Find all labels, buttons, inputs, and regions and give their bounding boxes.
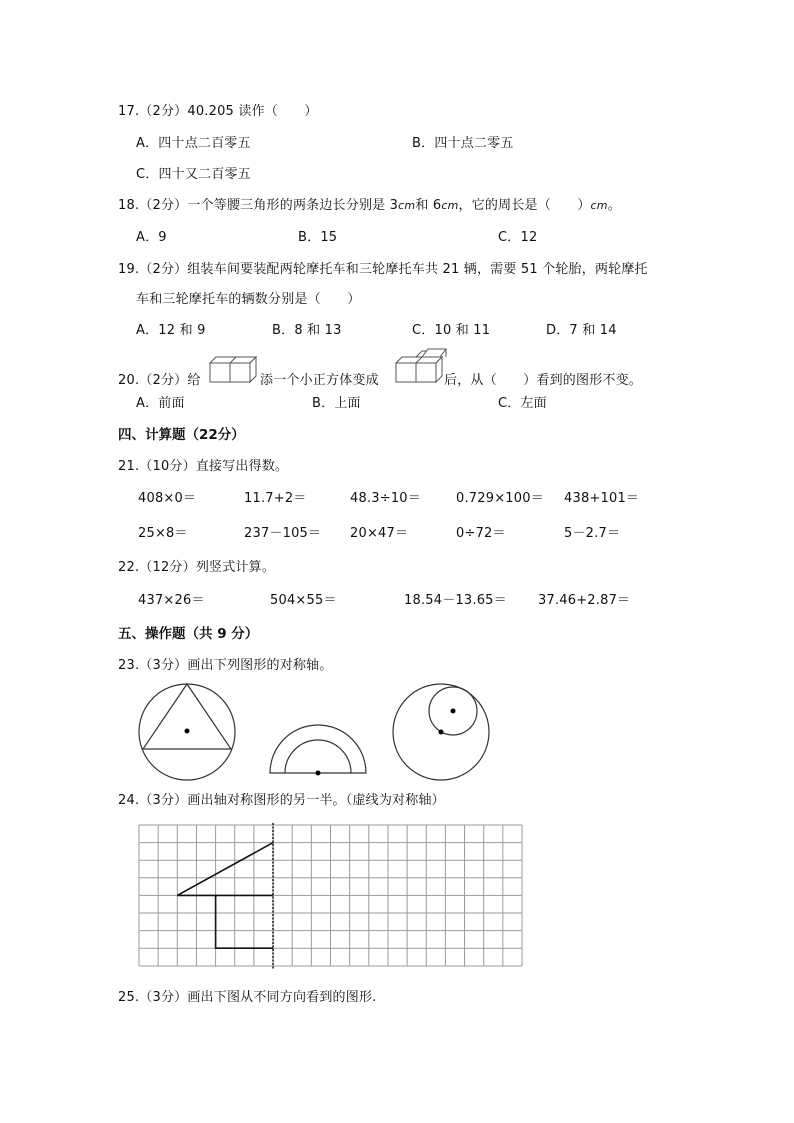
q19-stem-line2: 车和三轮摩托车的辆数分别是（ ） bbox=[136, 292, 361, 307]
q17-stem: 17.（2分）40.205 读作（ ） bbox=[118, 104, 318, 119]
q18-stem-c: ，它的周长是（ ） bbox=[458, 198, 591, 213]
q18-unit-3: cm bbox=[590, 199, 608, 212]
q22-item-2: 504×55＝ bbox=[270, 593, 337, 608]
q21-item-6: 25×8＝ bbox=[138, 526, 188, 541]
q22-stem: 22.（12分）列竖式计算。 bbox=[118, 560, 276, 575]
q21-item-8: 20×47＝ bbox=[350, 526, 409, 541]
q21-stem: 21.（10分）直接写出得数。 bbox=[118, 459, 289, 474]
q18-unit-2: cm bbox=[441, 199, 459, 212]
q20-stem-c: 后，从（ ）看到的图形不变。 bbox=[444, 373, 643, 388]
q23-stem: 23.（3分）画出下列图形的对称轴。 bbox=[118, 658, 333, 673]
q22-item-1: 437×26＝ bbox=[138, 593, 205, 608]
q18-option-b[interactable]: B．15 bbox=[298, 230, 338, 245]
q21-item-3: 48.3÷10＝ bbox=[350, 491, 421, 506]
q20-option-c[interactable]: C．左面 bbox=[498, 396, 547, 411]
q21-item-4: 0.729×100＝ bbox=[456, 491, 544, 506]
q21-item-7: 237－105＝ bbox=[244, 526, 322, 541]
q17-option-b[interactable]: B．四十点二零五 bbox=[412, 136, 514, 151]
q18-stem-d: 。 bbox=[607, 198, 621, 213]
q18-stem-b: 和 6 bbox=[415, 198, 442, 213]
half-figure bbox=[177, 843, 273, 949]
q20-stem-a: 20.（2分）给 bbox=[118, 373, 201, 388]
q24-stem: 24.（3分）画出轴对称图形的另一半。（虚线为对称轴） bbox=[118, 793, 445, 808]
section4-title: 四、计算题（22分） bbox=[118, 427, 245, 443]
q17-option-a[interactable]: A．四十点二百零五 bbox=[136, 136, 251, 151]
q19-stem-line1: 19.（2分）组装车间要装配两轮摩托车和三轮摩托车共 21 辆，需要 51 个轮胎，两轮摩托 bbox=[118, 262, 648, 277]
q20-stem-b: 添一个小正方体变成 bbox=[260, 373, 379, 388]
symmetry-grid[interactable] bbox=[139, 825, 523, 971]
q21-item-5: 438+101＝ bbox=[564, 491, 640, 506]
q18-unit-1: cm bbox=[398, 199, 416, 212]
q21-item-10: 5－2.7＝ bbox=[564, 526, 621, 541]
q19-option-d[interactable]: D．7 和 14 bbox=[546, 323, 617, 338]
q21-item-1: 408×0＝ bbox=[138, 491, 197, 506]
q20-option-b[interactable]: B．上面 bbox=[312, 396, 361, 411]
q22-item-3: 18.54－13.65＝ bbox=[404, 593, 507, 608]
q19-option-a[interactable]: A．12 和 9 bbox=[136, 323, 206, 338]
q18-option-c[interactable]: C．12 bbox=[498, 230, 538, 245]
q22-item-4: 37.46+2.87＝ bbox=[538, 593, 631, 608]
section5-title: 五、操作题（共 9 分） bbox=[118, 626, 259, 642]
q17-option-c[interactable]: C．四十又二百零五 bbox=[136, 167, 251, 182]
q19-option-c[interactable]: C．10 和 11 bbox=[412, 323, 491, 338]
q25-stem: 25.（3分）画出下图从不同方向看到的图形. bbox=[118, 990, 377, 1005]
q19-option-b[interactable]: B．8 和 13 bbox=[272, 323, 342, 338]
q18-stem-a: 18.（2分）一个等腰三角形的两条边长分别是 3 bbox=[118, 198, 399, 213]
q21-item-9: 0÷72＝ bbox=[456, 526, 506, 541]
q21-item-2: 11.7+2＝ bbox=[244, 491, 307, 506]
q18-option-a[interactable]: A．9 bbox=[136, 230, 167, 245]
q20-option-a[interactable]: A．前面 bbox=[136, 396, 185, 411]
